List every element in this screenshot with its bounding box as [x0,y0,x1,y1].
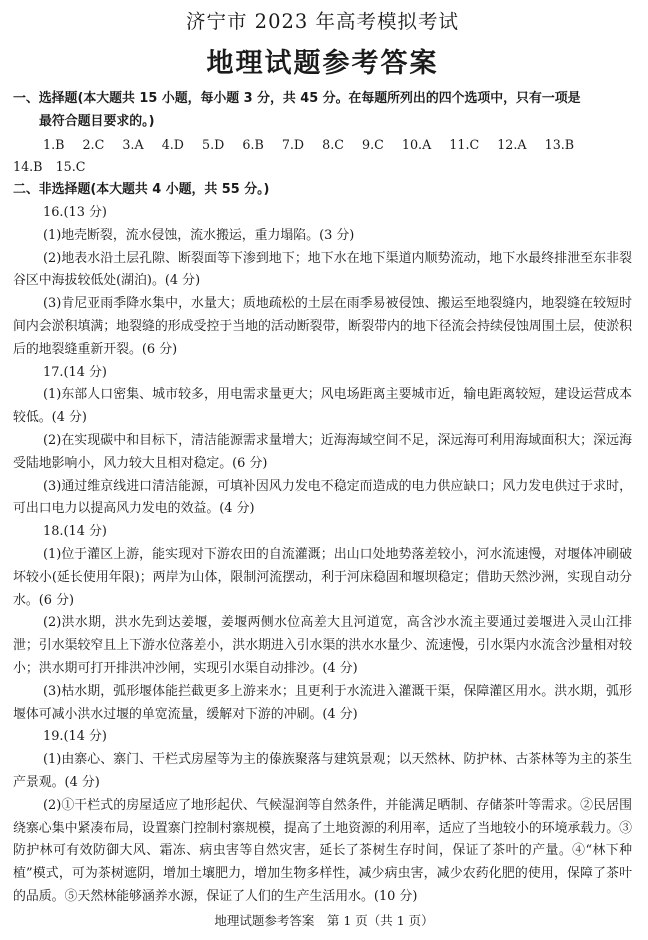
answer-item: 11.C [449,136,480,152]
question-18-part-3: (3)枯水期，弧形堰体能拦截更多上游来水；且更利于水流进入灌溉干渠，保障灌区用水。洪水期，弧形堰体可减小洪水过堰的单宽流量，缓解对下游的冲刷。(4 分) [13,683,632,722]
question-19 [13,726,632,908]
choice-answers-row-2 [13,156,632,179]
choice-answers-row-1 [13,134,632,157]
question-16-part-1: (1)地壳断裂，流水侵蚀，流水搬运，重力塌陷。(3 分) [43,227,355,243]
exam-title: 济宁市 2023 年高考模拟考试 [185,10,460,33]
section-choice-heading-line2: 最符合题目要求的。) [39,113,155,129]
answer-item: 8.C [322,136,344,152]
answer-item: 10.A [401,136,432,152]
answer-item: 5.D [202,136,225,152]
answer-item: 2.C [82,136,105,152]
question-17-part-3: (3)通过维京线进口清洁能源，可填补因风力发电不稳定而造成的电力供应缺口；风力发电供过于求时，可出口电力以提高风力发电的效益。(4 分) [13,478,632,517]
answer-item: 3.A [122,136,144,152]
section-choice-heading-line1: 一、选择题(本大题共 15 小题，每小题 3 分，共 45 分。在每题所列出的四个选项中，只有一项是 [13,91,581,106]
question-16-part-3: (3)肯尼亚雨季降水集中，水量大；质地疏松的土层在雨季易被侵蚀、搬运至地裂缝内，地裂缝在较短时间内会淤积填满；地裂缝的形成受控于当地的活动断裂带，断裂带内的地下径流会持续侵蚀周围土层，使淤积后的地裂缝重新开裂。(6 分) [13,296,632,357]
question-18-part-2: (2)洪水期，洪水先到达姜堰，姜堰两侧水位高差大且河道宽，高含沙水流主要通过姜堰进入灵山江排泄；引水渠较窄且上下游水位落差小，洪水期进入引水渠的洪水水量少、流速慢，引水渠内水流含沙量相对较小；洪水期可打开排洪冲沙闸，实现引水渠自动排沙。(4 分) [13,615,632,676]
answer-item: 9.C [362,136,384,152]
question-18 [13,521,632,726]
answer-item: 1.B [43,136,65,152]
question-16-label: 16.(13 分) [43,204,107,220]
question-19-label: 19.(14 分) [43,729,107,745]
question-19-part-1: (1)由寨心、寨门、干栏式房屋等为主的傣族聚落与建筑景观；以天然林、防护林、古茶林等为主的茶生产景观。(4 分) [13,752,632,790]
question-16-part-2: (2)地表水沿土层孔隙、断裂面等下渗到地下；地下水在地下渠道内顺势流动，地下水最终排泄至东非裂谷区中海拔较低处(湖泊)。(4 分) [13,250,632,289]
question-17-part-2: (2)在实现碳中和目标下，清洁能源需求量增大；近海海域空间不足，深远海可利用海域面积大；深远海受陆地影响小，风力较大且相对稳定。(6 分) [13,432,632,471]
answer-item: 12.A [497,136,527,152]
answer-item: 14.B [13,159,43,175]
answer-item: 6.B [242,136,264,152]
question-17-label: 17.(14 分) [43,364,107,380]
answer-item: 4.D [161,136,184,152]
question-18-part-1: (1)位于灌区上游，能实现对下游农田的自流灌溉；出山口处地势落差较小，河水流速慢，对堰体冲刷破坏较小(延长使用年限)；两岸为山体，限制河流摆动，利于河床稳固和堰坝稳定；借助天然沙洲，实现自动分水。(6 分) [13,546,632,608]
question-19-part-2: (2)①干栏式的房屋适应了地形起伏、气候湿润等自然条件，并能满足晒制、存储茶叶等需求。②民居围绕寨心集中紧凑布局，设置寨门控制村寨规模，提高了土地资源的利用率，适应了当地较小的环境承载力。③防护林可有效防御大风、霜冻、病虫害等自然灾害，延长了茶树生存时间，保证了茶叶的产量。④“林下种植”模式，可为茶树遮阴，增加土壤肥力，增加生物多样性，减少病虫害，减少农药化肥的使用，保障了茶叶的品质。⑤天然林能够涵养水源，保证了人们的生产生活用水。(10 分) [13,797,632,904]
answer-item: 7.D [281,136,305,152]
question-17 [13,362,632,522]
choice-answers [13,134,632,180]
answer-item: 13.B [544,136,575,152]
page-footer: 地理试题参考答案 第 1 页（共 1 页） [214,913,434,928]
section-choice-heading [13,88,632,134]
question-17-part-1: (1)东部人口密集、城市较多，用电需求量更大；风电场距离主要城市近，输电距离较短，建设运营成本较低。(4 分) [13,387,632,426]
document-title: 地理试题参考答案 [206,48,439,79]
section-free-response-heading: 二、非选择题(本大题共 4 小题，共 55 分。) [13,182,270,198]
answer-item: 15.C [55,159,86,175]
question-18-label: 18.(14 分) [43,524,107,540]
question-16 [13,202,632,362]
